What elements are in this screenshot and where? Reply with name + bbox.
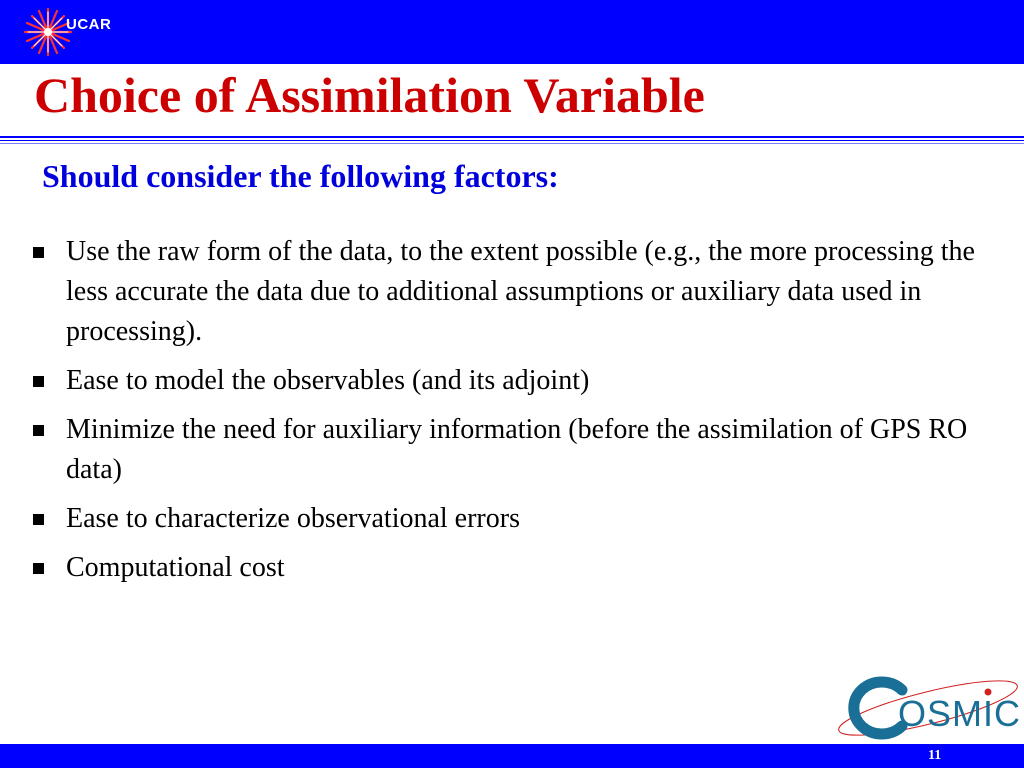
square-bullet-icon bbox=[33, 514, 44, 525]
title-divider-thin bbox=[0, 140, 1024, 141]
bullet-item bbox=[30, 232, 990, 352]
square-bullet-icon bbox=[33, 247, 44, 258]
ucar-logo bbox=[22, 6, 132, 56]
ucar-logo-text: UCAR bbox=[66, 16, 112, 33]
bullet-text: Computational cost bbox=[66, 552, 285, 583]
square-bullet-icon bbox=[33, 425, 44, 436]
cosmic-logo bbox=[832, 668, 1024, 742]
page-number: 11 bbox=[928, 748, 942, 763]
header-bar bbox=[0, 0, 1024, 64]
footer-bar bbox=[0, 744, 1024, 768]
bullet-text: Use the raw form of the data, to the extent possible (e.g., the more processing the less accurate the data due to additional assumptions or auxiliary data used in processing). bbox=[66, 236, 975, 347]
slide-subtitle: Should consider the following factors: bbox=[42, 158, 559, 194]
cosmic-logo-text: OSMIC bbox=[898, 693, 1022, 734]
title-divider-light bbox=[0, 143, 1024, 144]
bullet-text: Ease to characterize observational errors bbox=[66, 503, 520, 534]
bullet-text: Ease to model the observables (and its adjoint) bbox=[66, 365, 590, 396]
bullet-item bbox=[30, 548, 990, 588]
bullet-item bbox=[30, 499, 990, 539]
bullet-list bbox=[30, 232, 990, 597]
square-bullet-icon bbox=[33, 563, 44, 574]
bullet-item bbox=[30, 361, 990, 401]
bullet-text: Minimize the need for auxiliary information (before the assimilation of GPS RO data) bbox=[66, 414, 968, 485]
title-divider bbox=[0, 136, 1024, 138]
square-bullet-icon bbox=[33, 376, 44, 387]
slide-title: Choice of Assimilation Variable bbox=[34, 67, 705, 123]
bullet-item bbox=[30, 410, 990, 490]
